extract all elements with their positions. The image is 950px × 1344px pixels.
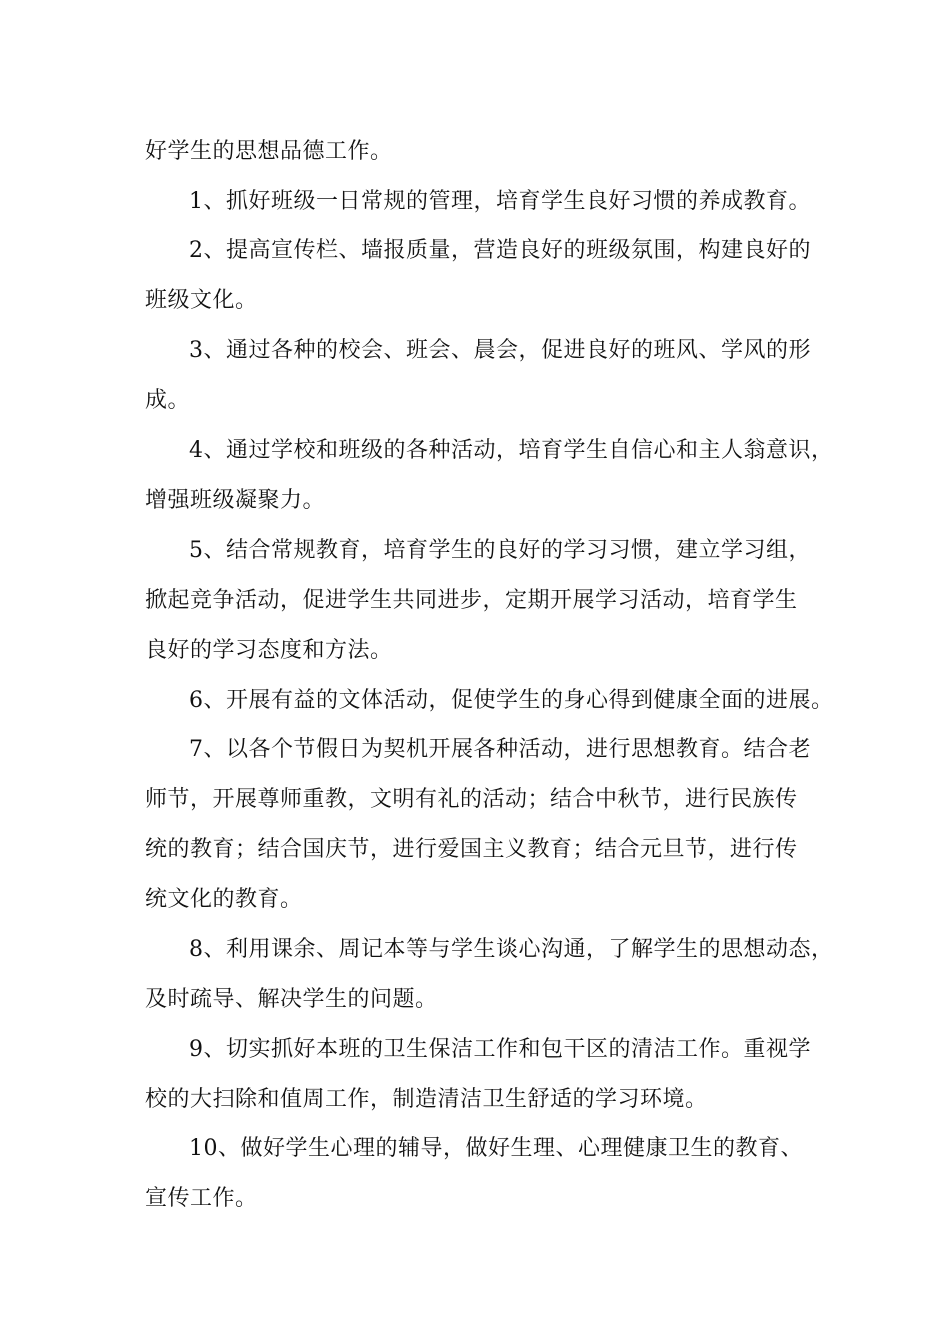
text-line: 2、提高宣传栏、墙报质量，营造良好的班级氛围，构建良好的 [189, 238, 811, 263]
text-line: 宣传工作。 [145, 1186, 258, 1211]
text-line: 班级文化。 [145, 288, 258, 313]
text-line: 增强班级凝聚力。 [145, 488, 326, 513]
text-line: 师节，开展尊师重教，文明有礼的活动；结合中秋节，进行民族传 [145, 787, 798, 812]
text-line: 良好的学习态度和方法。 [145, 638, 393, 663]
text-line: 6、开展有益的文体活动，促使学生的身心得到健康全面的进展。 [189, 688, 834, 713]
text-line: 3、通过各种的校会、班会、晨会，促进良好的班风、学风的形 [189, 338, 811, 363]
text-line: 成。 [145, 388, 191, 413]
text-line: 校的大扫除和值周工作，制造清洁卫生舒适的学习环境。 [145, 1087, 708, 1112]
text-line: 4、通过学校和班级的各种活动，培育学生自信心和主人翁意识， [189, 438, 834, 463]
text-line: 10、做好学生心理的辅导，做好生理、心理健康卫生的教育、 [189, 1136, 803, 1161]
text-line: 掀起竞争活动，促进学生共同进步，定期开展学习活动，培育学生 [145, 588, 798, 613]
text-line: 9、切实抓好本班的卫生保洁工作和包干区的清洁工作。重视学 [189, 1037, 811, 1062]
text-line: 5、结合常规教育，培育学生的良好的学习习惯，建立学习组， [189, 538, 811, 563]
text-line: 及时疏导、解决学生的问题。 [145, 987, 438, 1012]
text-line: 8、利用课余、周记本等与学生谈心沟通，了解学生的思想动态， [189, 937, 834, 962]
text-line: 1、抓好班级一日常规的管理，培育学生良好习惯的养成教育。 [189, 189, 811, 214]
text-line: 好学生的思想品德工作。 [145, 139, 393, 164]
text-line: 7、以各个节假日为契机开展各种活动，进行思想教育。结合老 [189, 737, 811, 762]
text-line: 统文化的教育。 [145, 887, 303, 912]
text-line: 统的教育；结合国庆节，进行爱国主义教育；结合元旦节，进行传 [145, 837, 798, 862]
